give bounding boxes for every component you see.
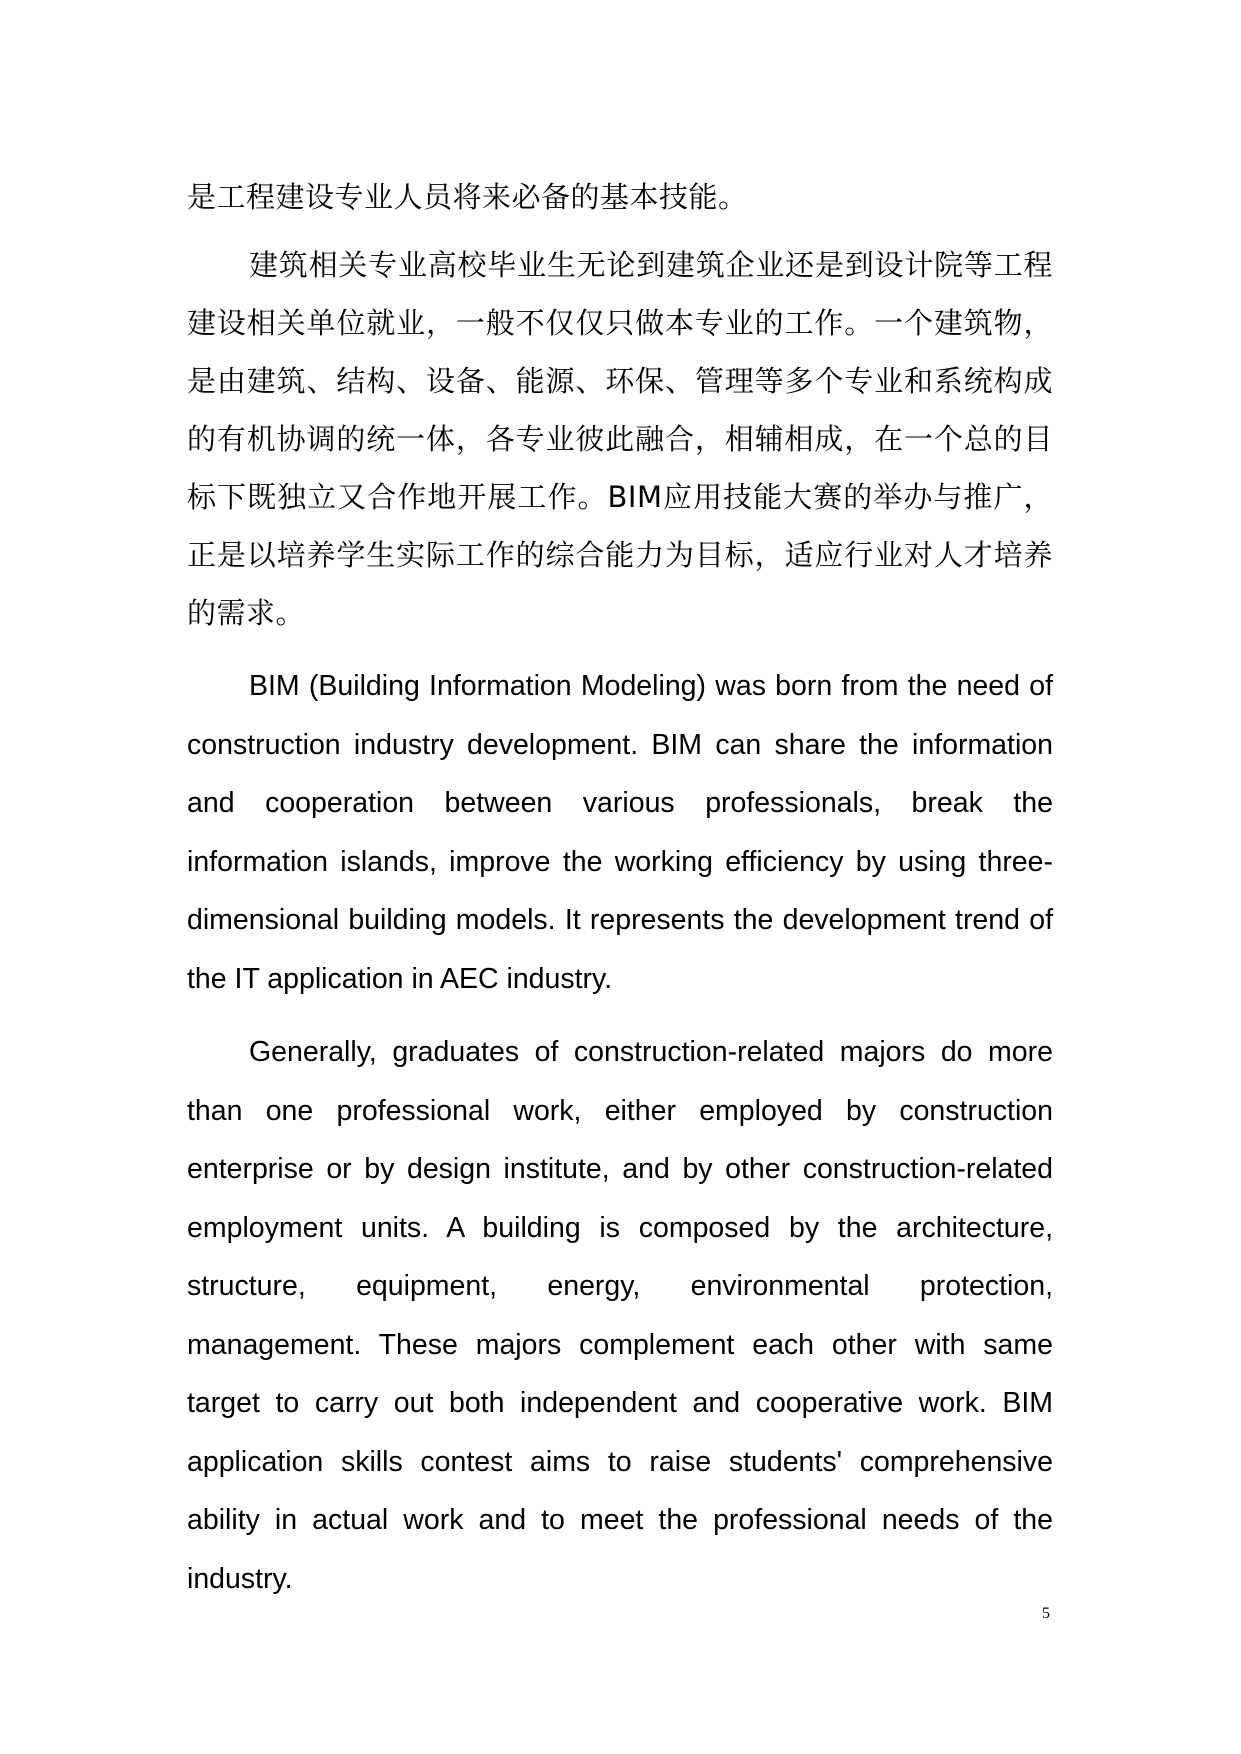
paragraph-english-bim-definition: BIM (Building Information Modeling) was born from the need of construction industry development. BIM can share the information and cooperation between various professionals, break the information islands, improve the working efficiency by using three-dimensional building models. It represents the development trend of the IT application in AEC industry.: [187, 670, 1053, 995]
paragraph-chinese-bim-contest: 建筑相关专业高校毕业生无论到建筑企业还是到设计院等工程建设相关单位就业，一般不仅仅只做本专业的工作。一个建筑物，是由建筑、结构、设备、能源、环保、管理等多个专业和系统构成的有机协调的统一体，各专业彼此融合，相辅相成，在一个总的目标下既独立又合作地开展工作。BIM应用技能大赛的举办与推广，正是以培养学生实际工作的综合能力为目标，适应行业对人才培养的需求。: [187, 248, 1053, 630]
page-number: 5: [1042, 1605, 1050, 1622]
paragraph-continued-chinese: 是工程建设专业人员将来必备的基本技能。: [187, 180, 748, 214]
document-page: [187, 168, 1053, 1608]
paragraph-english-bim-contest: Generally, graduates of construction-related majors do more than one professional work, either employed by construction enterprise or by design institute, and by other construction-related employment units. A building is composed by the architecture, structure, equipment, energy, environmental protection, management. These majors complement each other with same target to carry out both independent and cooperative work. BIM application skills contest aims to raise students' comprehensive ability in actual work and to meet the professional needs of the industry.: [187, 1036, 1053, 1595]
